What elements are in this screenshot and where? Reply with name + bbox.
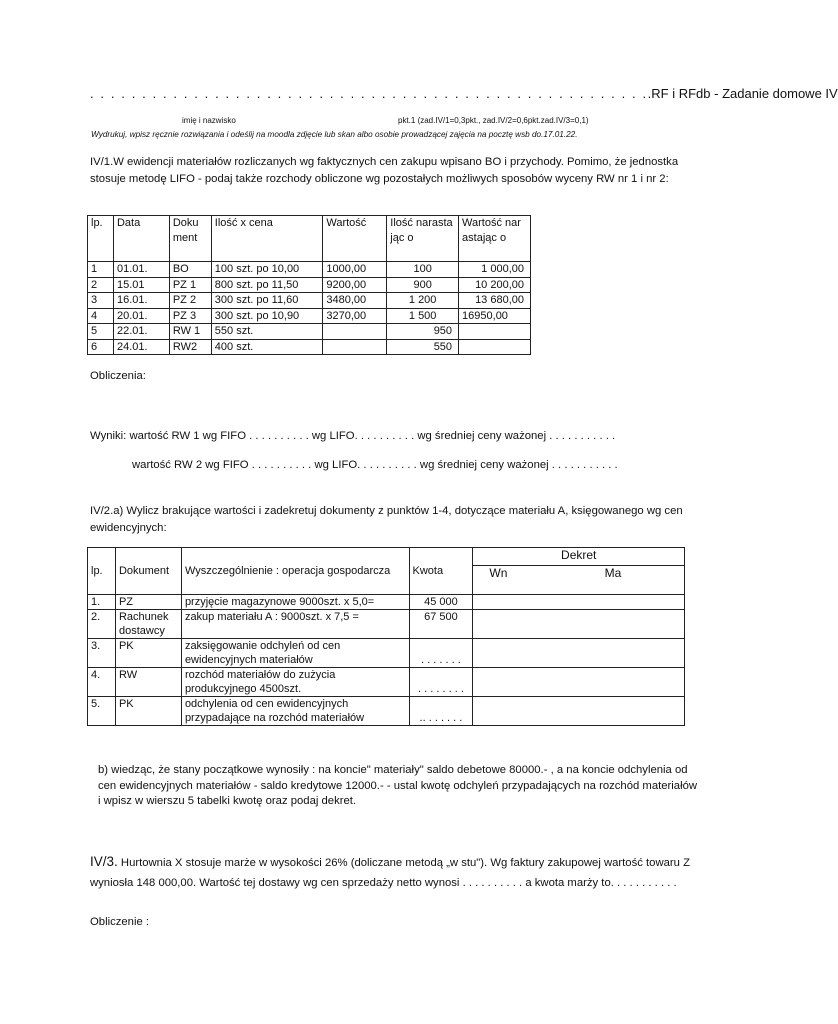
cell-wartosc: 3270,00 bbox=[323, 308, 387, 324]
col-data: Data bbox=[113, 216, 169, 262]
task3-label: IV/3. bbox=[90, 854, 118, 869]
cell-wartosc-nar: 10 200,00 bbox=[459, 277, 531, 293]
col-dekret: Dekret bbox=[473, 548, 685, 566]
cell-ilosc-nar: 950 bbox=[387, 324, 459, 340]
cell-ilosc: 800 szt. po 11,50 bbox=[211, 277, 323, 293]
col-kwota: Kwota bbox=[409, 548, 473, 595]
cell-dokument: PZ bbox=[115, 595, 181, 610]
col-wartosc-narastajaco: Wartość narastając o bbox=[459, 216, 531, 262]
document-title bbox=[90, 86, 838, 101]
cell-ilosc-nar: 1 500 bbox=[387, 308, 459, 324]
task1-text: IV/1.W ewidencji materiałów rozliczanych wg faktycznych cen zakupu wpisano BO i przychody. Pomimo, że jednostka stosuje metodę LIFO - podaj także rozchody obliczone wg pozostałych możliwych sposobów wyceny RW nr 1 i nr 2: bbox=[90, 156, 679, 185]
cell-lp: 2 bbox=[88, 277, 114, 293]
col-opis: Wyszczególnienie : operacja gospodarcza bbox=[181, 548, 409, 595]
table-row bbox=[88, 639, 685, 668]
table-row bbox=[88, 324, 531, 340]
cell-ilosc-nar: 900 bbox=[387, 277, 459, 293]
cell-dokument: Rachunek dostawcy bbox=[115, 610, 181, 639]
cell-wartosc-nar: 13 680,00 bbox=[459, 293, 531, 309]
cell-dokument: PK bbox=[115, 639, 181, 668]
table-row bbox=[88, 339, 531, 355]
cell-lp: 1. bbox=[88, 595, 116, 610]
cell-wartosc: 1000,00 bbox=[323, 262, 387, 278]
cell-data: 24.01. bbox=[113, 339, 169, 355]
table-row bbox=[88, 277, 531, 293]
results-rw2: wartość RW 2 wg FIFO . . . . . . . . . . wg LIFO. . . . . . . . . . wg średniej ceny ważonej . . . . . . . . . . . bbox=[132, 459, 618, 471]
cell-data: 20.01. bbox=[113, 308, 169, 324]
cell-lp: 1 bbox=[88, 262, 114, 278]
col-lp: lp. bbox=[88, 548, 116, 595]
cell-dok: PZ 1 bbox=[169, 277, 211, 293]
cell-lp: 3 bbox=[88, 293, 114, 309]
col-wn: Wn bbox=[473, 566, 579, 595]
table-header-row bbox=[88, 216, 531, 262]
cell-data: 22.01. bbox=[113, 324, 169, 340]
table-row bbox=[88, 293, 531, 309]
lifo-table bbox=[87, 215, 531, 355]
col-lp: lp. bbox=[88, 216, 114, 262]
cell-wartosc-nar bbox=[459, 324, 531, 340]
table-row bbox=[88, 668, 685, 697]
cell-data: 16.01. bbox=[113, 293, 169, 309]
cell-kwota[interactable]: .. . . . . . . bbox=[409, 697, 473, 726]
cell-wartosc-nar bbox=[459, 339, 531, 355]
cell-lp: 6 bbox=[88, 339, 114, 355]
col-dokument: Dokument bbox=[115, 548, 181, 595]
cell-kwota: 67 500 bbox=[409, 610, 473, 639]
col-wartosc: Wartość bbox=[323, 216, 387, 262]
table-row bbox=[88, 697, 685, 726]
cell-dok: PZ 2 bbox=[169, 293, 211, 309]
calc-label-3: Obliczenie : bbox=[90, 916, 150, 928]
cell-ilosc: 100 szt. po 10,00 bbox=[211, 262, 323, 278]
cell-dokument: RW bbox=[115, 668, 181, 697]
name-label: imię i nazwisko bbox=[182, 116, 236, 125]
table-header-row bbox=[88, 548, 685, 566]
instruction-text: Wydrukuj, wpisz ręcznie rozwiązania i odeślij na moodla zdjęcie lub skan albo osobie prowadzącej zajęcia na pocztę wsb do.17.01.22. bbox=[91, 130, 578, 139]
cell-dok: RW 1 bbox=[169, 324, 211, 340]
cell-data: 01.01. bbox=[113, 262, 169, 278]
cell-dekret[interactable] bbox=[473, 697, 685, 726]
task2-text: IV/2.a) Wylicz brakujące wartości i zadekretuj dokumenty z punktów 1-4, dotyczące materiału A, księgowanego wg cen ewidencyjnych: bbox=[90, 505, 683, 534]
col-ilosc: Ilość x cena bbox=[211, 216, 323, 262]
cell-kwota: 45 000 bbox=[409, 595, 473, 610]
table-row bbox=[88, 595, 685, 610]
cell-ilosc: 300 szt. po 11,60 bbox=[211, 293, 323, 309]
results-rw1: Wyniki: wartość RW 1 wg FIFO . . . . . . . . . . wg LIFO. . . . . . . . . . wg średniej ceny ważonej . . . . . . . . . . . bbox=[90, 430, 616, 442]
cell-ilosc: 300 szt. po 10,90 bbox=[211, 308, 323, 324]
cell-lp: 2. bbox=[88, 610, 116, 639]
cell-ilosc-nar: 550 bbox=[387, 339, 459, 355]
cell-dok: PZ 3 bbox=[169, 308, 211, 324]
task3-body: Hurtownia X stosuje marże w wysokości 26% (doliczane metodą „w stu"). Wg faktury zakupowej wartość towaru Z wyniosła 148 000,00. Wartość tej dostawy wg cen sprzedaży netto wynosi . . . . . . . . . . a kwota marży to. . . . . . . . . . . bbox=[90, 857, 690, 889]
task3-text bbox=[90, 852, 690, 893]
cell-wartosc-nar: 1 000,00 bbox=[459, 262, 531, 278]
cell-lp: 3. bbox=[88, 639, 116, 668]
decree-table bbox=[87, 547, 685, 726]
calc-label-1: Obliczenia: bbox=[90, 370, 146, 382]
cell-wartosc: 9200,00 bbox=[323, 277, 387, 293]
cell-wartosc: 3480,00 bbox=[323, 293, 387, 309]
cell-lp: 5. bbox=[88, 697, 116, 726]
col-ilosc-narastajaco: Ilość narastając o bbox=[387, 216, 459, 262]
cell-lp: 4 bbox=[88, 308, 114, 324]
cell-dekret[interactable] bbox=[473, 668, 685, 697]
name-dots: . . . . . . . . . . . . . . . . . . . . . . . . . . . . . . . . . . . . . . . . . . . . . . . . . . . . . . bbox=[90, 86, 648, 101]
cell-kwota[interactable]: . . . . . . . bbox=[409, 639, 473, 668]
cell-ilosc-nar: 100 bbox=[387, 262, 459, 278]
title-text: .RF i RFdb - Zadanie domowe IV bbox=[647, 86, 838, 101]
cell-dok: BO bbox=[169, 262, 211, 278]
cell-opis: odchylenia od cen ewidencyjnych przypadające na rozchód materiałów bbox=[181, 697, 409, 726]
cell-ilosc-nar: 1 200 bbox=[387, 293, 459, 309]
cell-opis: przyjęcie magazynowe 9000szt. x 5,0= bbox=[181, 595, 409, 610]
cell-lp: 5 bbox=[88, 324, 114, 340]
cell-opis: zakup materiału A : 9000szt. x 7,5 = bbox=[181, 610, 409, 639]
cell-dekret[interactable] bbox=[473, 639, 685, 668]
cell-ilosc: 400 szt. bbox=[211, 339, 323, 355]
cell-opis: rozchód materiałów do zużycia produkcyjnego 4500szt. bbox=[181, 668, 409, 697]
table-row bbox=[88, 308, 531, 324]
cell-wartosc-nar: 16950,00 bbox=[459, 308, 531, 324]
cell-ilosc: 550 szt. bbox=[211, 324, 323, 340]
col-ma: Ma bbox=[579, 566, 685, 595]
cell-dok: RW2 bbox=[169, 339, 211, 355]
task2-part-b: b) wiedząc, że stany początkowe wynosiły : na koncie" materiały" saldo debetowe 80000.- , a na koncie odchylenia od cen ewidencyjnych materiałów - saldo kredytowe 12000.- - ustal kwotę odchyleń przypadających na rozchód materiałów i wpisz w wierszu 5 tabelki kwotę oraz podaj dekret. bbox=[98, 764, 698, 807]
table-row bbox=[88, 262, 531, 278]
cell-data: 15.01 bbox=[113, 277, 169, 293]
cell-dekret[interactable] bbox=[473, 610, 685, 639]
cell-dekret[interactable] bbox=[473, 595, 685, 610]
cell-wartosc bbox=[323, 339, 387, 355]
cell-dokument: PK bbox=[115, 697, 181, 726]
table-row bbox=[88, 610, 685, 639]
cell-opis: zaksięgowanie odchyleń od cen ewidencyjnych materiałów bbox=[181, 639, 409, 668]
cell-wartosc bbox=[323, 324, 387, 340]
points-label: pkt.1 (zad.IV/1=0,3pkt., zad.IV/2=0,6pkt.zad.IV/3=0,1) bbox=[398, 116, 589, 125]
cell-lp: 4. bbox=[88, 668, 116, 697]
cell-kwota[interactable]: . . . . . . . . bbox=[409, 668, 473, 697]
col-dokument: Doku ment bbox=[169, 216, 211, 262]
